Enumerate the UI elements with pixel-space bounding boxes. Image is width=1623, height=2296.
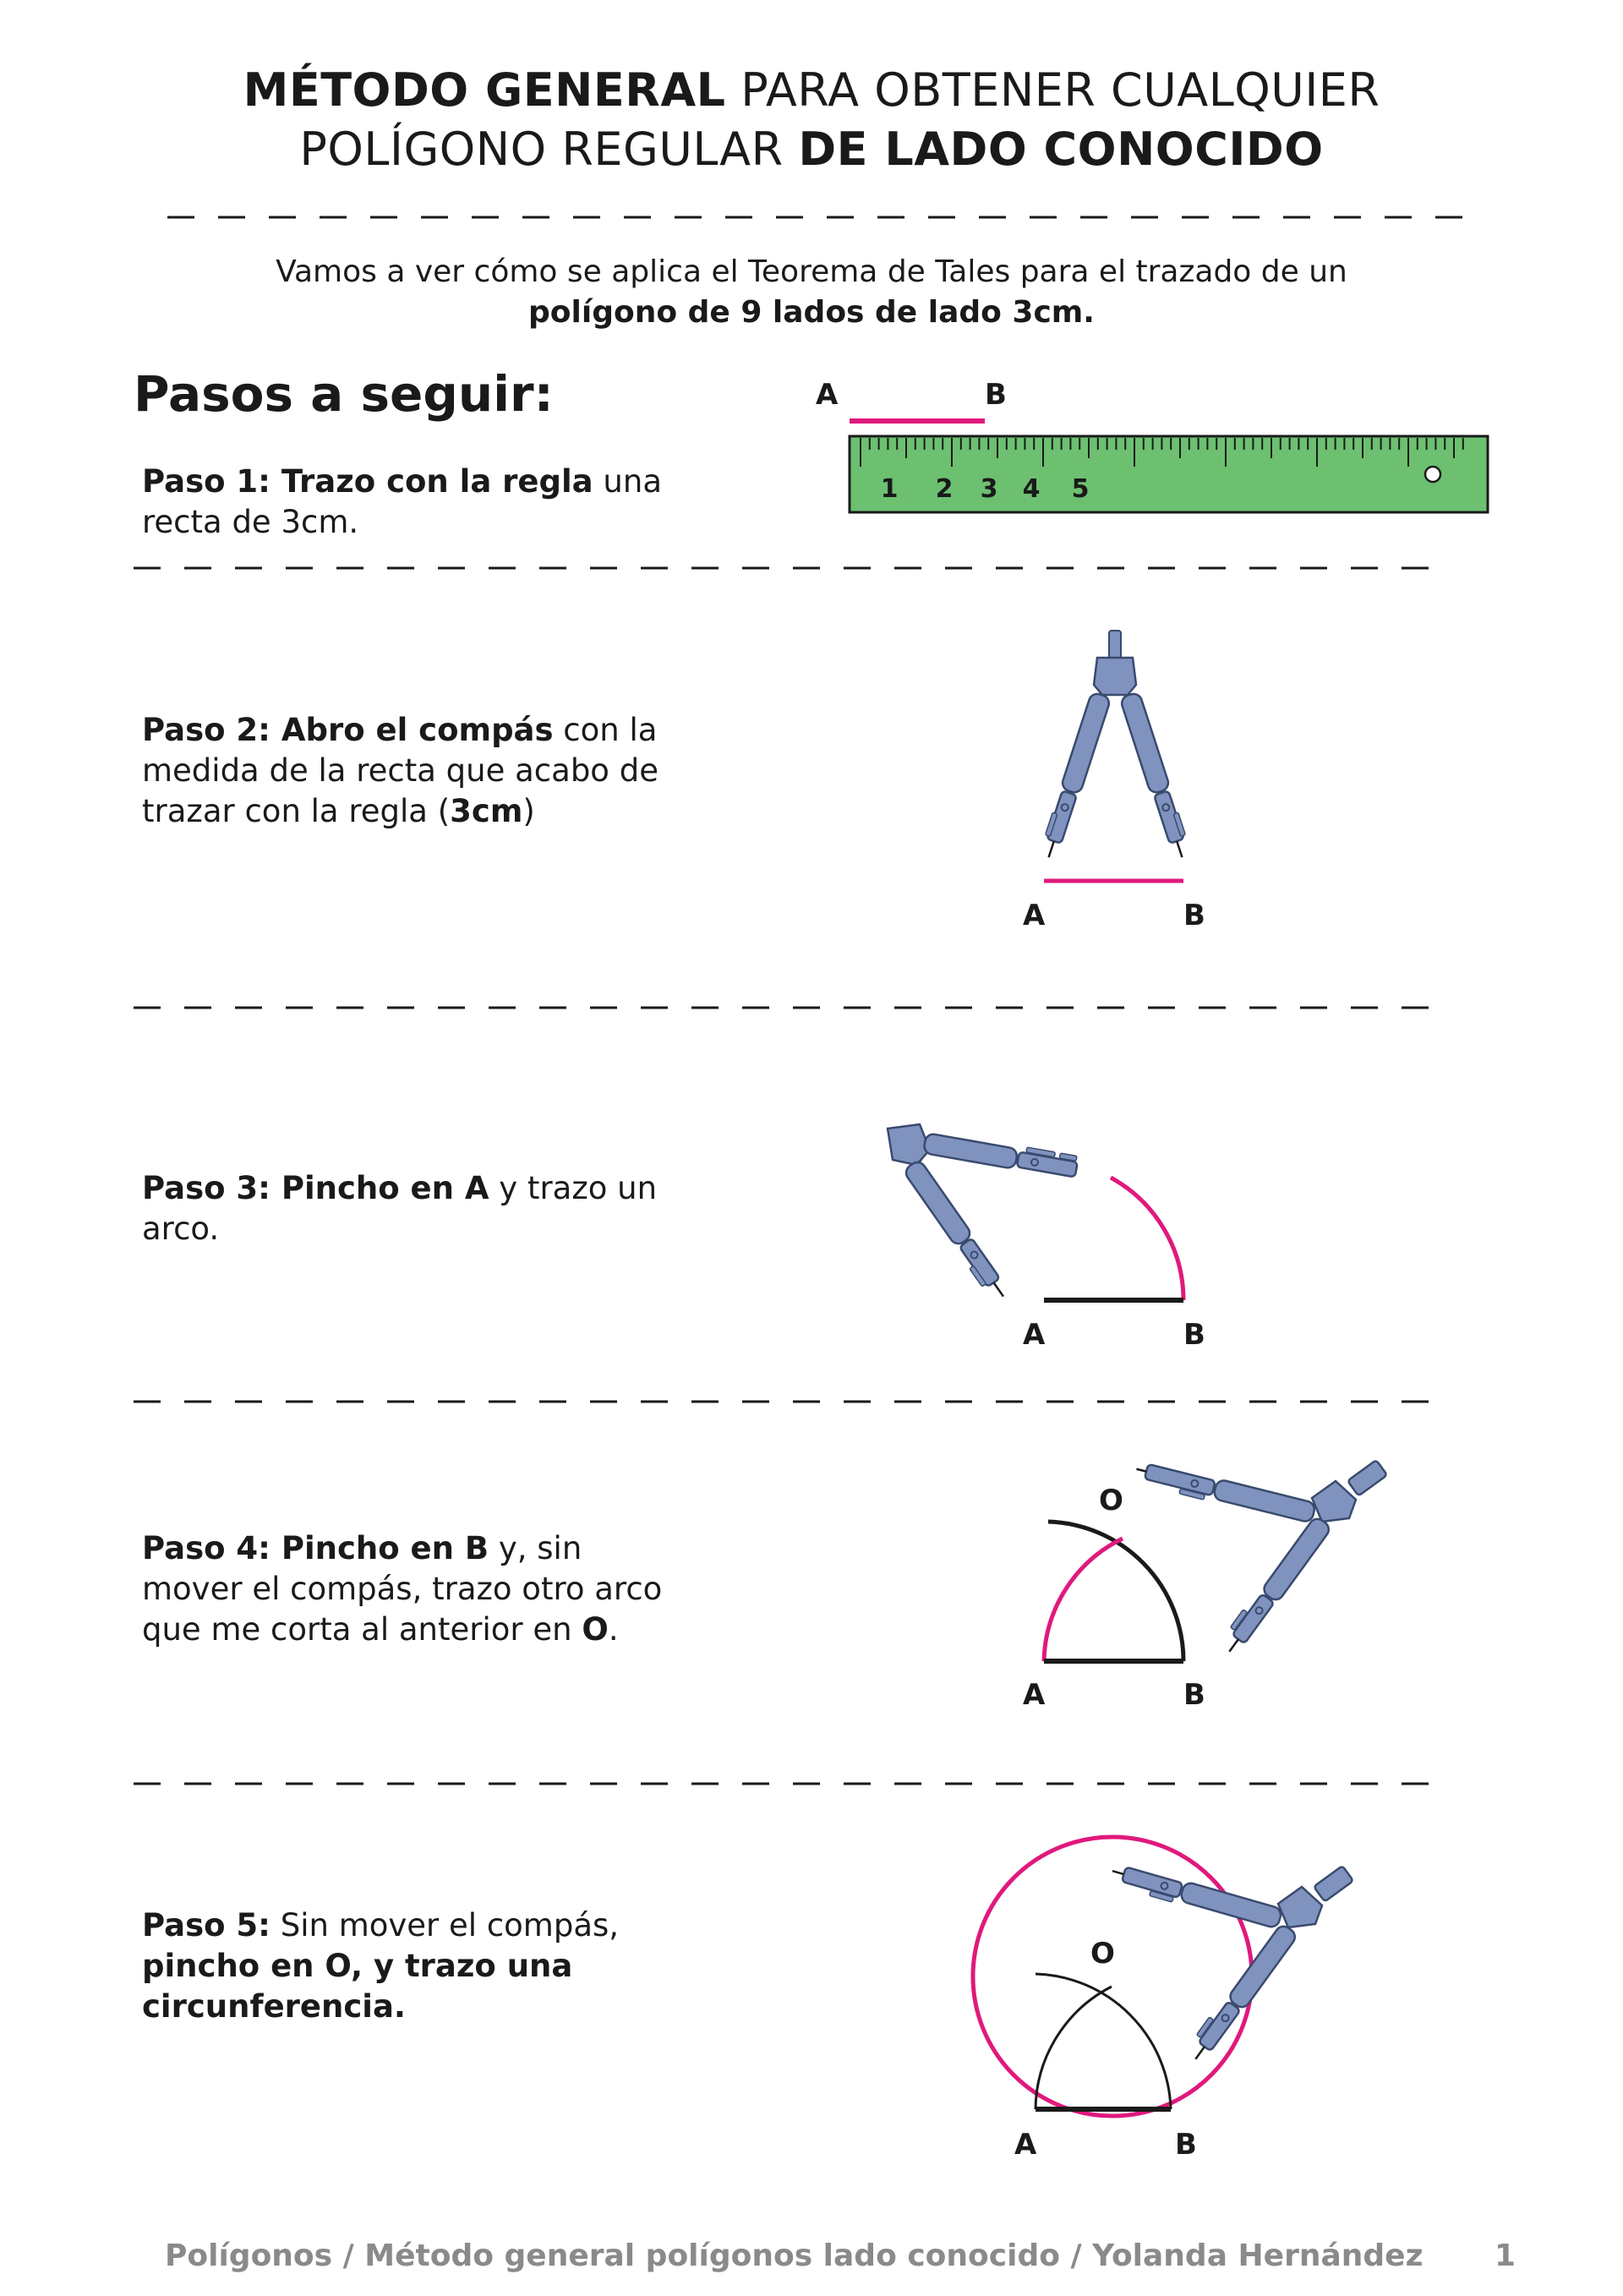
ruler-number: 3 bbox=[980, 474, 998, 504]
label-o: O bbox=[1090, 1937, 1115, 1971]
step-5-bold-2: pincho en O, y trazo una circunferencia. bbox=[142, 1948, 573, 2025]
step-1-bold: Paso 1: Trazo con la regla bbox=[142, 463, 593, 500]
step-2-bold: Paso 2: Abro el compás bbox=[142, 712, 554, 748]
ruler-number: 1 bbox=[880, 474, 899, 504]
title-bold-1: MÉTODO GENERAL bbox=[243, 63, 726, 117]
title-bold-2: DE LADO CONOCIDO bbox=[798, 123, 1324, 176]
footer-text: Polígonos / Método general polígonos lado conocido / Yolanda Hernández bbox=[165, 2239, 1424, 2273]
page-number: 1 bbox=[1495, 2239, 1516, 2273]
step-4-bold: Paso 4: Pincho en B bbox=[142, 1530, 489, 1566]
step-3-bold: Paso 3: Pincho en A bbox=[142, 1170, 489, 1206]
label-a: A bbox=[1023, 899, 1046, 932]
step-4-rest-2: . bbox=[608, 1611, 619, 1648]
section-heading: Pasos a seguir: bbox=[134, 365, 554, 423]
label-b: B bbox=[1175, 2128, 1197, 2162]
step-2-rest: con la medida de la recta que acabo de trazar con la regla ( bbox=[142, 712, 658, 829]
step-3-illustration bbox=[888, 1124, 1205, 1352]
label-b: B bbox=[1183, 899, 1205, 932]
step-2-illustration bbox=[1023, 631, 1205, 932]
title-rest-1: PARA OBTENER CUALQUIER bbox=[725, 63, 1380, 117]
intro-line-2: polígono de 9 lados de lado 3cm. bbox=[528, 295, 1095, 330]
circumference bbox=[973, 1837, 1252, 2116]
ruler-number: 2 bbox=[935, 474, 954, 504]
ruler-number: 4 bbox=[1022, 474, 1041, 504]
arc-from-b bbox=[1044, 1539, 1123, 1661]
arc-from-b bbox=[1036, 1987, 1112, 2109]
ruler-hole-icon bbox=[1425, 467, 1440, 482]
label-b: B bbox=[1183, 1318, 1205, 1352]
step-5-illustration bbox=[973, 1837, 1353, 2162]
arc-from-a bbox=[1111, 1178, 1183, 1300]
step-4-illustration bbox=[1023, 1459, 1387, 1712]
label-b: B bbox=[985, 378, 1007, 412]
title-rest-2: POLÍGONO REGULAR bbox=[299, 123, 799, 176]
arc-from-a bbox=[1036, 1974, 1171, 2109]
step-1-rest: una recta de 3cm. bbox=[142, 463, 662, 540]
intro-line-1: Vamos a ver cómo se aplica el Teorema de Tales para el trazado de un bbox=[276, 254, 1347, 289]
compass-icon bbox=[888, 1124, 1079, 1304]
label-a: A bbox=[1023, 1318, 1046, 1352]
step-5-bold: Paso 5: bbox=[142, 1907, 270, 1943]
compass-icon bbox=[1039, 631, 1192, 861]
label-a: A bbox=[1014, 2128, 1037, 2162]
step-3-rest: y trazo un arco. bbox=[142, 1170, 658, 1247]
step-4-rest: y, sin mover el compás, trazo otro arco que me corta al anterior en bbox=[142, 1530, 663, 1648]
step-1-illustration bbox=[816, 378, 1488, 512]
label-a: A bbox=[1023, 1678, 1046, 1712]
ruler-number: 5 bbox=[1071, 474, 1090, 504]
label-a: A bbox=[816, 378, 839, 412]
step-5-rest: Sin mover el compás, bbox=[270, 1907, 620, 1943]
step-2-rest-2: ) bbox=[522, 793, 535, 829]
step-2-bold-2: 3cm bbox=[450, 793, 523, 829]
compass-icon bbox=[1134, 1459, 1387, 1658]
label-o: O bbox=[1099, 1484, 1123, 1517]
step-4-bold-2: O bbox=[582, 1611, 609, 1648]
label-b: B bbox=[1183, 1678, 1205, 1712]
